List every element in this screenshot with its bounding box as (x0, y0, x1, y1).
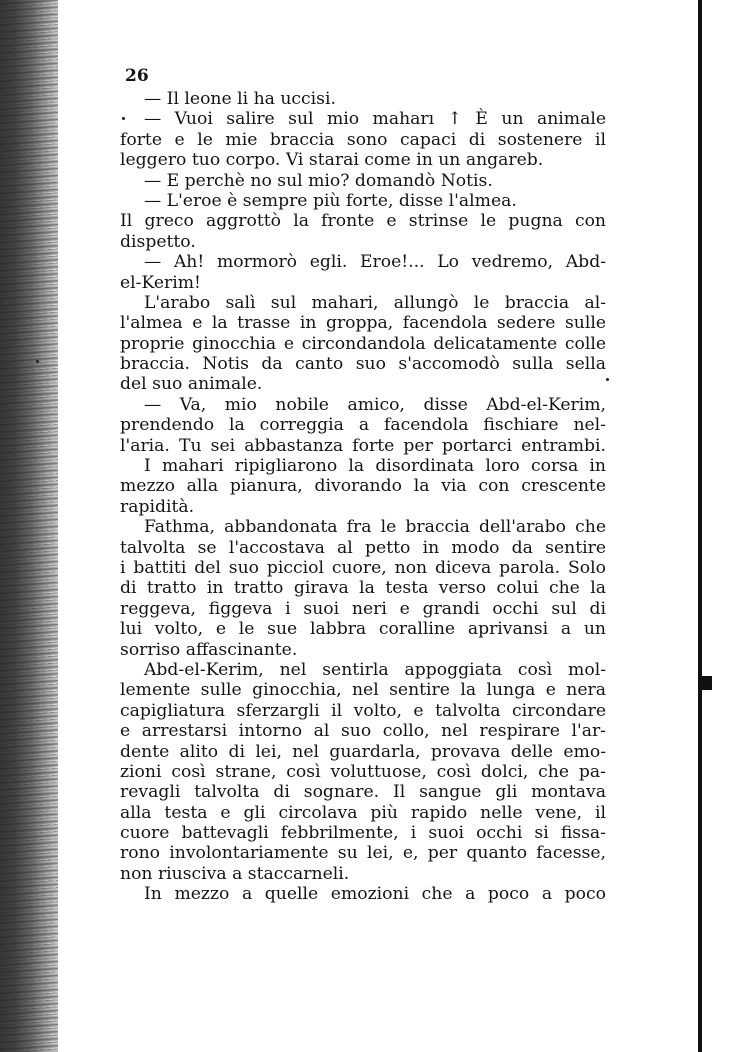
text-line: non riusciva a staccarneli. (120, 863, 350, 884)
text-line: reggeva, figgeva i suoi neri e grandi occhi sul di (120, 598, 606, 619)
text-line: el-Kerim! (120, 272, 201, 293)
scan-right-edge (698, 0, 702, 1052)
text-line: sorriso affascinante. (120, 639, 298, 660)
text-line: lui volto, e le sue labbra coralline aprivansi a un (120, 619, 606, 640)
text-line: del suo animale. (120, 374, 263, 395)
text-line: L'arabo salì sul mahari, allungò le braccia al- (144, 292, 606, 313)
text-line: forte e le mie braccia sono capaci di sostenere il (120, 129, 606, 150)
scan-speck (122, 117, 125, 120)
text-line: cuore battevagli febbrilmente, i suoi occhi si fissa- (120, 823, 606, 844)
text-line: leggero tuo corpo. Vi starai come in un angareb. (120, 150, 544, 171)
text-line: l'almea e la trasse in groppa, facendola sedere sulle (120, 313, 606, 334)
text-line: — L'eroe è sempre più forte, disse l'almea. (144, 190, 517, 211)
text-line: Abd-el-Kerim, nel sentirla appoggiata così mol- (144, 659, 606, 680)
text-line: — Ah! mormorò egli. Eroe!... Lo vedremo, Abd- (144, 252, 606, 273)
text-line: capigliatura sferzargli il volto, e talvolta circondare (120, 700, 606, 721)
text-line: alla testa e gli circolava più rapido nelle vene, il (120, 802, 606, 823)
scan-speck (36, 360, 39, 363)
text-line: rono involontariamente su lei, e, per quanto facesse, (120, 843, 606, 864)
text-line: i battiti del suo picciol cuore, non diceva parola. Solo (120, 557, 606, 578)
text-line: Fathma, abbandonata fra le braccia dell'arabo che (144, 517, 606, 538)
text-line: prendendo la correggia a facendola fischiare nel- (120, 415, 606, 436)
text-line: lemente sulle ginocchia, nel sentire la lunga e nera (120, 680, 606, 701)
text-line: dispetto. (120, 231, 196, 252)
scan-binding-shadow (0, 0, 58, 1052)
scan-speck (606, 378, 609, 381)
page-number: 26 (125, 66, 149, 86)
text-line: Il greco aggrottò la fronte e strinse le pugna con (120, 211, 606, 232)
text-line: l'aria. Tu sei abbastanza forte per portarci entrambi. (120, 435, 606, 456)
text-line: I mahari ripigliarono la disordinata loro corsa in (144, 456, 606, 477)
text-line: e arrestarsi intorno al suo collo, nel respirare l'ar- (120, 721, 606, 742)
text-line: talvolta se l'accostava al petto in modo da sentire (120, 537, 606, 558)
text-line: proprie ginocchia e circondandola delicatamente colle (120, 333, 606, 354)
text-line: — Il leone li ha uccisi. (144, 89, 336, 109)
text-line: di tratto in tratto girava la testa verso colui che la (120, 578, 606, 599)
text-line: braccia. Notis da canto suo s'accomodò sulla sella (120, 354, 606, 375)
text-line: mezzo alla pianura, divorando la via con crescente (120, 476, 606, 497)
text-line: — Vuoi salire sul mio maharı ↑ È un animale (144, 109, 606, 130)
text-line: — E perchè no sul mio? domandò Notis. (144, 170, 493, 191)
text-line: revagli talvolta di sognare. Il sangue gli montava (120, 782, 606, 803)
body-text (120, 89, 606, 905)
scan-right-edge-mark (700, 676, 712, 690)
text-line: zioni così strane, così voluttuose, così dolci, che pa- (120, 761, 606, 782)
text-line: rapidità. (120, 496, 195, 517)
text-line: In mezzo a quelle emozioni che a poco a poco (144, 884, 606, 905)
text-line: dente alito di lei, nel guardarla, provava delle emo- (120, 741, 606, 762)
text-line: — Va, mio nobile amico, disse Abd-el-Kerim, (144, 394, 606, 415)
